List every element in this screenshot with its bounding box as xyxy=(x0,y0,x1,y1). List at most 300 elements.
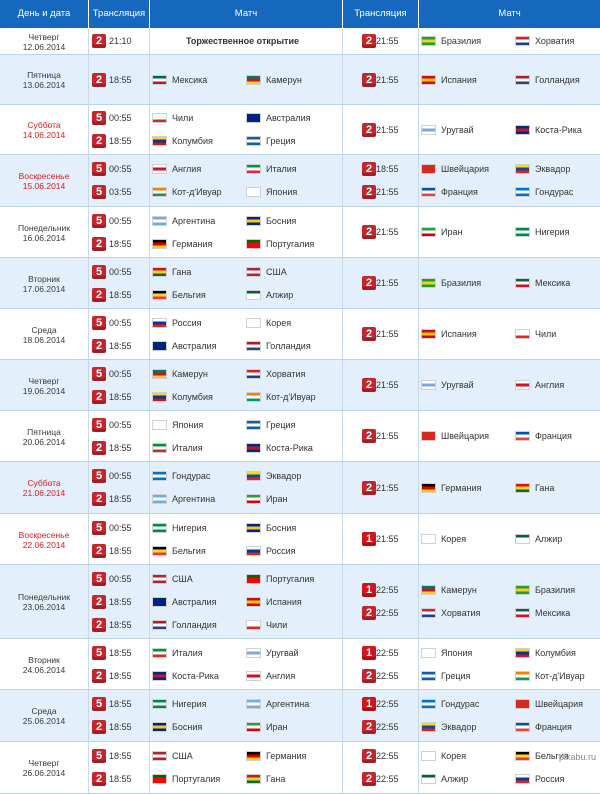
column-divider xyxy=(342,690,343,742)
team-name: США xyxy=(172,751,193,761)
team-name: Гондурас xyxy=(172,471,211,481)
team-name: Мексика xyxy=(535,608,571,618)
channel-logo-icon: 1 xyxy=(362,532,376,546)
team-name: Корея xyxy=(266,318,292,328)
column-divider xyxy=(88,565,89,639)
match-date xyxy=(0,223,88,243)
team-name: Чили xyxy=(266,620,288,630)
flag-icon xyxy=(246,574,261,584)
flag-icon xyxy=(246,136,261,146)
channel-logo-icon: 2 xyxy=(362,225,376,239)
day-row xyxy=(0,565,600,639)
day-row xyxy=(0,28,600,55)
broadcast-time: 18:55 xyxy=(109,774,132,784)
channel-logo-icon: 5 xyxy=(92,162,106,176)
team-name: Англия xyxy=(535,380,565,390)
channel-logo-icon: 2 xyxy=(362,327,376,341)
column-divider xyxy=(88,155,89,207)
flag-icon xyxy=(246,443,261,453)
weekday: Суббота xyxy=(27,478,61,488)
column-divider xyxy=(88,360,89,411)
date-value: 13.06.2014 xyxy=(22,80,66,90)
team-name: Алжир xyxy=(266,290,294,300)
column-divider xyxy=(88,514,89,565)
weekday: Воскресенье xyxy=(18,171,70,181)
match-date xyxy=(0,70,88,90)
date-value: 22.06.2014 xyxy=(22,539,66,550)
flag-icon xyxy=(152,648,167,658)
broadcast-time: 18:55 xyxy=(109,597,132,607)
team-name: Бельгия xyxy=(172,290,206,300)
flag-icon xyxy=(152,290,167,300)
team-name: Нигерия xyxy=(535,227,570,237)
flag-icon xyxy=(246,699,261,709)
channel-logo-icon: 2 xyxy=(362,749,376,763)
column-divider xyxy=(418,565,419,639)
flag-icon xyxy=(152,392,167,402)
match-date xyxy=(0,592,88,612)
broadcast-time: 00:55 xyxy=(109,318,132,328)
weekday: Понедельник xyxy=(17,592,71,602)
team-name: Босния xyxy=(172,722,203,732)
flag-icon xyxy=(515,431,530,441)
watermark: pikabu.ru xyxy=(558,752,596,762)
team-name: Чили xyxy=(172,113,194,123)
flag-icon xyxy=(152,164,167,174)
broadcast-time: 18:55 xyxy=(109,699,132,709)
flag-icon xyxy=(421,774,436,784)
column-divider xyxy=(418,28,419,55)
flag-icon xyxy=(421,671,436,681)
flag-icon xyxy=(515,187,530,197)
column-divider xyxy=(342,360,343,411)
flag-icon xyxy=(246,239,261,249)
column-divider xyxy=(342,309,343,360)
column-divider xyxy=(149,742,150,794)
column-divider xyxy=(88,207,89,258)
broadcast-time: 21:55 xyxy=(376,483,399,493)
team-name: Япония xyxy=(266,187,298,197)
flag-icon xyxy=(152,620,167,630)
match-date xyxy=(0,325,88,345)
column-divider xyxy=(149,258,150,309)
team-name: Кот-д'Ивуар xyxy=(266,392,316,402)
flag-icon xyxy=(421,380,436,390)
column-divider xyxy=(342,258,343,309)
column-divider xyxy=(342,105,343,155)
column-divider xyxy=(149,28,150,55)
channel-logo-icon: 5 xyxy=(92,316,106,330)
flag-icon xyxy=(515,483,530,493)
flag-icon xyxy=(421,608,436,618)
team-name: Голландия xyxy=(172,620,217,630)
channel-logo-icon: 5 xyxy=(92,185,106,199)
broadcast-time: 22:55 xyxy=(376,774,399,784)
flag-icon xyxy=(246,523,261,533)
flag-icon xyxy=(515,534,530,544)
channel-logo-icon: 5 xyxy=(92,521,106,535)
broadcast-time: 22:55 xyxy=(376,585,399,595)
date-value: 26.06.2014 xyxy=(22,768,66,778)
flag-icon xyxy=(515,722,530,732)
team-name: Испания xyxy=(266,597,302,607)
column-divider xyxy=(149,155,150,207)
team-name: Аргентина xyxy=(266,699,310,709)
header-match-right: Матч xyxy=(498,8,521,19)
column-divider xyxy=(342,565,343,639)
team-name: Камерун xyxy=(266,75,302,85)
team-name: Италия xyxy=(172,648,203,658)
broadcast-time: 18:55 xyxy=(109,75,132,85)
team-name: Хорватия xyxy=(441,608,481,618)
team-name: Франция xyxy=(441,187,478,197)
flag-icon xyxy=(515,164,530,174)
flag-icon xyxy=(152,546,167,556)
team-name: Англия xyxy=(172,164,202,174)
flag-icon xyxy=(515,227,530,237)
team-name: Иран xyxy=(266,494,288,504)
column-divider xyxy=(149,360,150,411)
flag-icon xyxy=(421,36,436,46)
date-value: 17.06.2014 xyxy=(22,283,66,294)
weekday: Среда xyxy=(31,706,57,716)
flag-icon xyxy=(246,648,261,658)
channel-logo-icon: 2 xyxy=(362,378,376,392)
flag-icon xyxy=(421,699,436,709)
flag-icon xyxy=(246,369,261,379)
channel-logo-icon: 5 xyxy=(92,111,106,125)
column-divider xyxy=(88,105,89,155)
flag-icon xyxy=(246,216,261,226)
flag-icon xyxy=(152,239,167,249)
broadcast-time: 00:55 xyxy=(109,113,132,123)
column-divider xyxy=(418,55,419,105)
column-divider xyxy=(149,55,150,105)
flag-icon xyxy=(152,443,167,453)
column-divider xyxy=(88,690,89,742)
team-name: Швейцария xyxy=(441,431,490,441)
team-name: Швейцария xyxy=(441,164,490,174)
flag-icon xyxy=(152,267,167,277)
weekday: Четверг xyxy=(28,375,60,386)
column-divider xyxy=(342,742,343,794)
channel-logo-icon: 2 xyxy=(92,595,106,609)
date-value: 12.06.2014 xyxy=(22,41,66,52)
day-row xyxy=(0,155,600,207)
weekday: Пятница xyxy=(27,70,61,80)
team-name: Португалия xyxy=(172,774,221,784)
team-name: Бельгия xyxy=(172,546,206,556)
flag-icon xyxy=(246,494,261,504)
broadcast-time: 18:55 xyxy=(109,443,132,453)
team-name: Германия xyxy=(266,751,307,761)
team-name: Колумбия xyxy=(172,392,213,402)
broadcast-time: 00:55 xyxy=(109,523,132,533)
channel-logo-icon: 2 xyxy=(92,441,106,455)
column-divider xyxy=(149,690,150,742)
flag-icon xyxy=(421,585,436,595)
column-divider xyxy=(149,309,150,360)
channel-logo-icon: 2 xyxy=(362,162,376,176)
flag-icon xyxy=(515,125,530,135)
flag-icon xyxy=(515,75,530,85)
flag-icon xyxy=(152,751,167,761)
day-row xyxy=(0,742,600,794)
column-divider xyxy=(88,411,89,462)
team-name: Аргентина xyxy=(172,216,216,226)
flag-icon xyxy=(246,75,261,85)
flag-icon xyxy=(515,585,530,595)
day-row xyxy=(0,55,600,105)
date-value: 15.06.2014 xyxy=(22,181,66,191)
column-divider xyxy=(342,155,343,207)
flag-icon xyxy=(152,369,167,379)
team-name: Германия xyxy=(172,239,213,249)
channel-logo-icon: 2 xyxy=(92,34,106,48)
team-name: Эквадор xyxy=(266,471,302,481)
channel-logo-icon: 1 xyxy=(362,583,376,597)
day-row xyxy=(0,105,600,155)
team-name: Корея xyxy=(441,534,467,544)
match-date xyxy=(0,478,88,498)
flag-icon xyxy=(421,278,436,288)
broadcast-time: 21:55 xyxy=(376,534,399,544)
team-name: Бразилия xyxy=(535,585,576,595)
flag-icon xyxy=(421,722,436,732)
team-name: Уругвай xyxy=(441,125,474,135)
broadcast-time: 21:55 xyxy=(376,278,399,288)
day-row xyxy=(0,207,600,258)
weekday: Четверг xyxy=(28,31,60,42)
broadcast-time: 21:55 xyxy=(376,227,399,237)
column-divider xyxy=(342,28,343,55)
column-divider xyxy=(88,309,89,360)
column-divider xyxy=(149,514,150,565)
flag-icon xyxy=(421,751,436,761)
team-name: Греция xyxy=(441,671,471,681)
team-name: Босния xyxy=(266,523,297,533)
flag-icon xyxy=(152,136,167,146)
flag-icon xyxy=(152,523,167,533)
channel-logo-icon: 2 xyxy=(362,429,376,443)
channel-logo-icon: 5 xyxy=(92,265,106,279)
flag-icon xyxy=(152,113,167,123)
broadcast-time: 18:55 xyxy=(109,341,132,351)
broadcast-time: 18:55 xyxy=(109,494,132,504)
team-name: Босния xyxy=(266,216,297,226)
match-date xyxy=(0,274,88,294)
broadcast-time: 18:55 xyxy=(109,671,132,681)
channel-logo-icon: 5 xyxy=(92,214,106,228)
flag-icon xyxy=(152,341,167,351)
team-name: Гана xyxy=(266,774,286,784)
flag-icon xyxy=(421,125,436,135)
match-date xyxy=(0,530,88,550)
column-divider xyxy=(418,309,419,360)
flag-icon xyxy=(246,597,261,607)
date-value: 18.06.2014 xyxy=(22,334,66,345)
team-name: Россия xyxy=(266,546,296,556)
flag-icon xyxy=(421,329,436,339)
column-divider xyxy=(88,639,89,690)
flag-icon xyxy=(246,290,261,300)
broadcast-time: 18:55 xyxy=(109,648,132,658)
channel-logo-icon: 2 xyxy=(362,669,376,683)
broadcast-time: 22:55 xyxy=(376,648,399,658)
flag-icon xyxy=(421,534,436,544)
column-divider xyxy=(418,690,419,742)
team-name: Аргентина xyxy=(172,494,216,504)
day-row xyxy=(0,360,600,411)
broadcast-time: 21:55 xyxy=(376,75,399,85)
column-divider xyxy=(342,207,343,258)
column-divider xyxy=(149,105,150,155)
channel-logo-icon: 5 xyxy=(92,469,106,483)
flag-icon xyxy=(246,751,261,761)
header-match-left: Матч xyxy=(234,8,258,19)
team-name: Италия xyxy=(266,164,297,174)
flag-icon xyxy=(152,774,167,784)
column-divider xyxy=(418,155,419,207)
team-name: Япония xyxy=(172,420,204,430)
team-name: Франция xyxy=(535,431,572,441)
match-date xyxy=(0,120,88,140)
team-name: Камерун xyxy=(441,585,477,595)
team-name: Хорватия xyxy=(266,369,306,379)
column-divider xyxy=(149,411,150,462)
date-value: 25.06.2014 xyxy=(22,716,66,726)
flag-icon xyxy=(152,494,167,504)
column-divider xyxy=(149,462,150,514)
team-name: Колумбия xyxy=(172,136,213,146)
channel-logo-icon: 5 xyxy=(92,646,106,660)
header-broadcast-right: Трансляция xyxy=(354,8,407,19)
flag-icon xyxy=(246,722,261,732)
column-divider xyxy=(418,462,419,514)
flag-icon xyxy=(515,278,530,288)
flag-icon xyxy=(152,699,167,709)
team-name: Россия xyxy=(172,318,202,328)
flag-icon xyxy=(152,318,167,328)
flag-icon xyxy=(421,431,436,441)
team-name: Алжир xyxy=(441,774,469,784)
team-name: Испания xyxy=(441,75,477,85)
flag-icon xyxy=(421,164,436,174)
team-name: Уругвай xyxy=(266,648,299,658)
column-divider xyxy=(342,639,343,690)
weekday: Среда xyxy=(31,324,57,335)
broadcast-time: 00:55 xyxy=(109,164,132,174)
team-name: Бразилия xyxy=(441,278,482,288)
flag-icon xyxy=(515,36,530,46)
flag-icon xyxy=(421,75,436,85)
channel-logo-icon: 2 xyxy=(362,481,376,495)
day-row xyxy=(0,690,600,742)
column-divider xyxy=(342,462,343,514)
flag-icon xyxy=(152,722,167,732)
broadcast-time: 18:55 xyxy=(109,620,132,630)
channel-logo-icon: 2 xyxy=(92,237,106,251)
channel-logo-icon: 1 xyxy=(362,646,376,660)
channel-logo-icon: 2 xyxy=(362,606,376,620)
flag-icon xyxy=(246,267,261,277)
team-name: Чили xyxy=(535,329,557,339)
channel-logo-icon: 2 xyxy=(92,618,106,632)
team-name: Греция xyxy=(266,420,296,430)
date-value: 24.06.2014 xyxy=(22,664,66,675)
column-divider xyxy=(418,105,419,155)
team-name: Франция xyxy=(535,722,572,732)
column-divider xyxy=(88,462,89,514)
flag-icon xyxy=(515,774,530,784)
flag-icon xyxy=(246,671,261,681)
broadcast-time: 18:55 xyxy=(376,164,399,174)
day-row xyxy=(0,462,600,514)
flag-icon xyxy=(246,620,261,630)
team-name: Эквадор xyxy=(441,722,477,732)
team-name: Коста-Рика xyxy=(535,125,582,135)
flag-icon xyxy=(152,187,167,197)
broadcast-time: 18:55 xyxy=(109,392,132,402)
team-name: Эквадор xyxy=(535,164,571,174)
match-date xyxy=(0,171,88,191)
team-name: Гондурас xyxy=(535,187,574,197)
broadcast-time: 00:55 xyxy=(109,369,132,379)
channel-logo-icon: 2 xyxy=(362,772,376,786)
team-name: США xyxy=(172,574,193,584)
channel-logo-icon: 5 xyxy=(92,367,106,381)
column-divider xyxy=(418,360,419,411)
broadcast-time: 21:55 xyxy=(376,125,399,135)
flag-icon xyxy=(246,318,261,328)
column-divider xyxy=(88,742,89,794)
match-date xyxy=(0,376,88,396)
flag-icon xyxy=(515,380,530,390)
flag-icon xyxy=(515,699,530,709)
date-value: 20.06.2014 xyxy=(22,436,66,447)
team-name: Англия xyxy=(266,671,296,681)
match-date xyxy=(0,706,88,726)
team-name: Голландия xyxy=(535,75,580,85)
team-name: Греция xyxy=(266,136,296,146)
column-divider xyxy=(342,411,343,462)
team-name: Иран xyxy=(441,227,463,237)
date-value: 19.06.2014 xyxy=(22,385,66,396)
broadcast-time: 03:55 xyxy=(109,187,132,197)
weekday: Пятница xyxy=(27,426,61,437)
broadcast-time: 21:55 xyxy=(376,187,399,197)
broadcast-time: 00:55 xyxy=(109,216,132,226)
channel-logo-icon: 2 xyxy=(92,772,106,786)
channel-logo-icon: 2 xyxy=(362,73,376,87)
channel-logo-icon: 2 xyxy=(92,134,106,148)
team-name: Коста-Рика xyxy=(172,671,219,681)
team-name: Уругвай xyxy=(441,380,474,390)
team-name: Италия xyxy=(172,443,203,453)
channel-logo-icon: 2 xyxy=(92,669,106,683)
team-name: Камерун xyxy=(172,369,208,379)
flag-icon xyxy=(246,113,261,123)
channel-logo-icon: 2 xyxy=(92,288,106,302)
team-name: Хорватия xyxy=(535,36,575,46)
flag-icon xyxy=(421,648,436,658)
column-divider xyxy=(418,207,419,258)
column-divider xyxy=(418,639,419,690)
channel-logo-icon: 2 xyxy=(92,720,106,734)
team-name: Голландия xyxy=(266,341,311,351)
channel-logo-icon: 5 xyxy=(92,572,106,586)
flag-icon xyxy=(152,420,167,430)
